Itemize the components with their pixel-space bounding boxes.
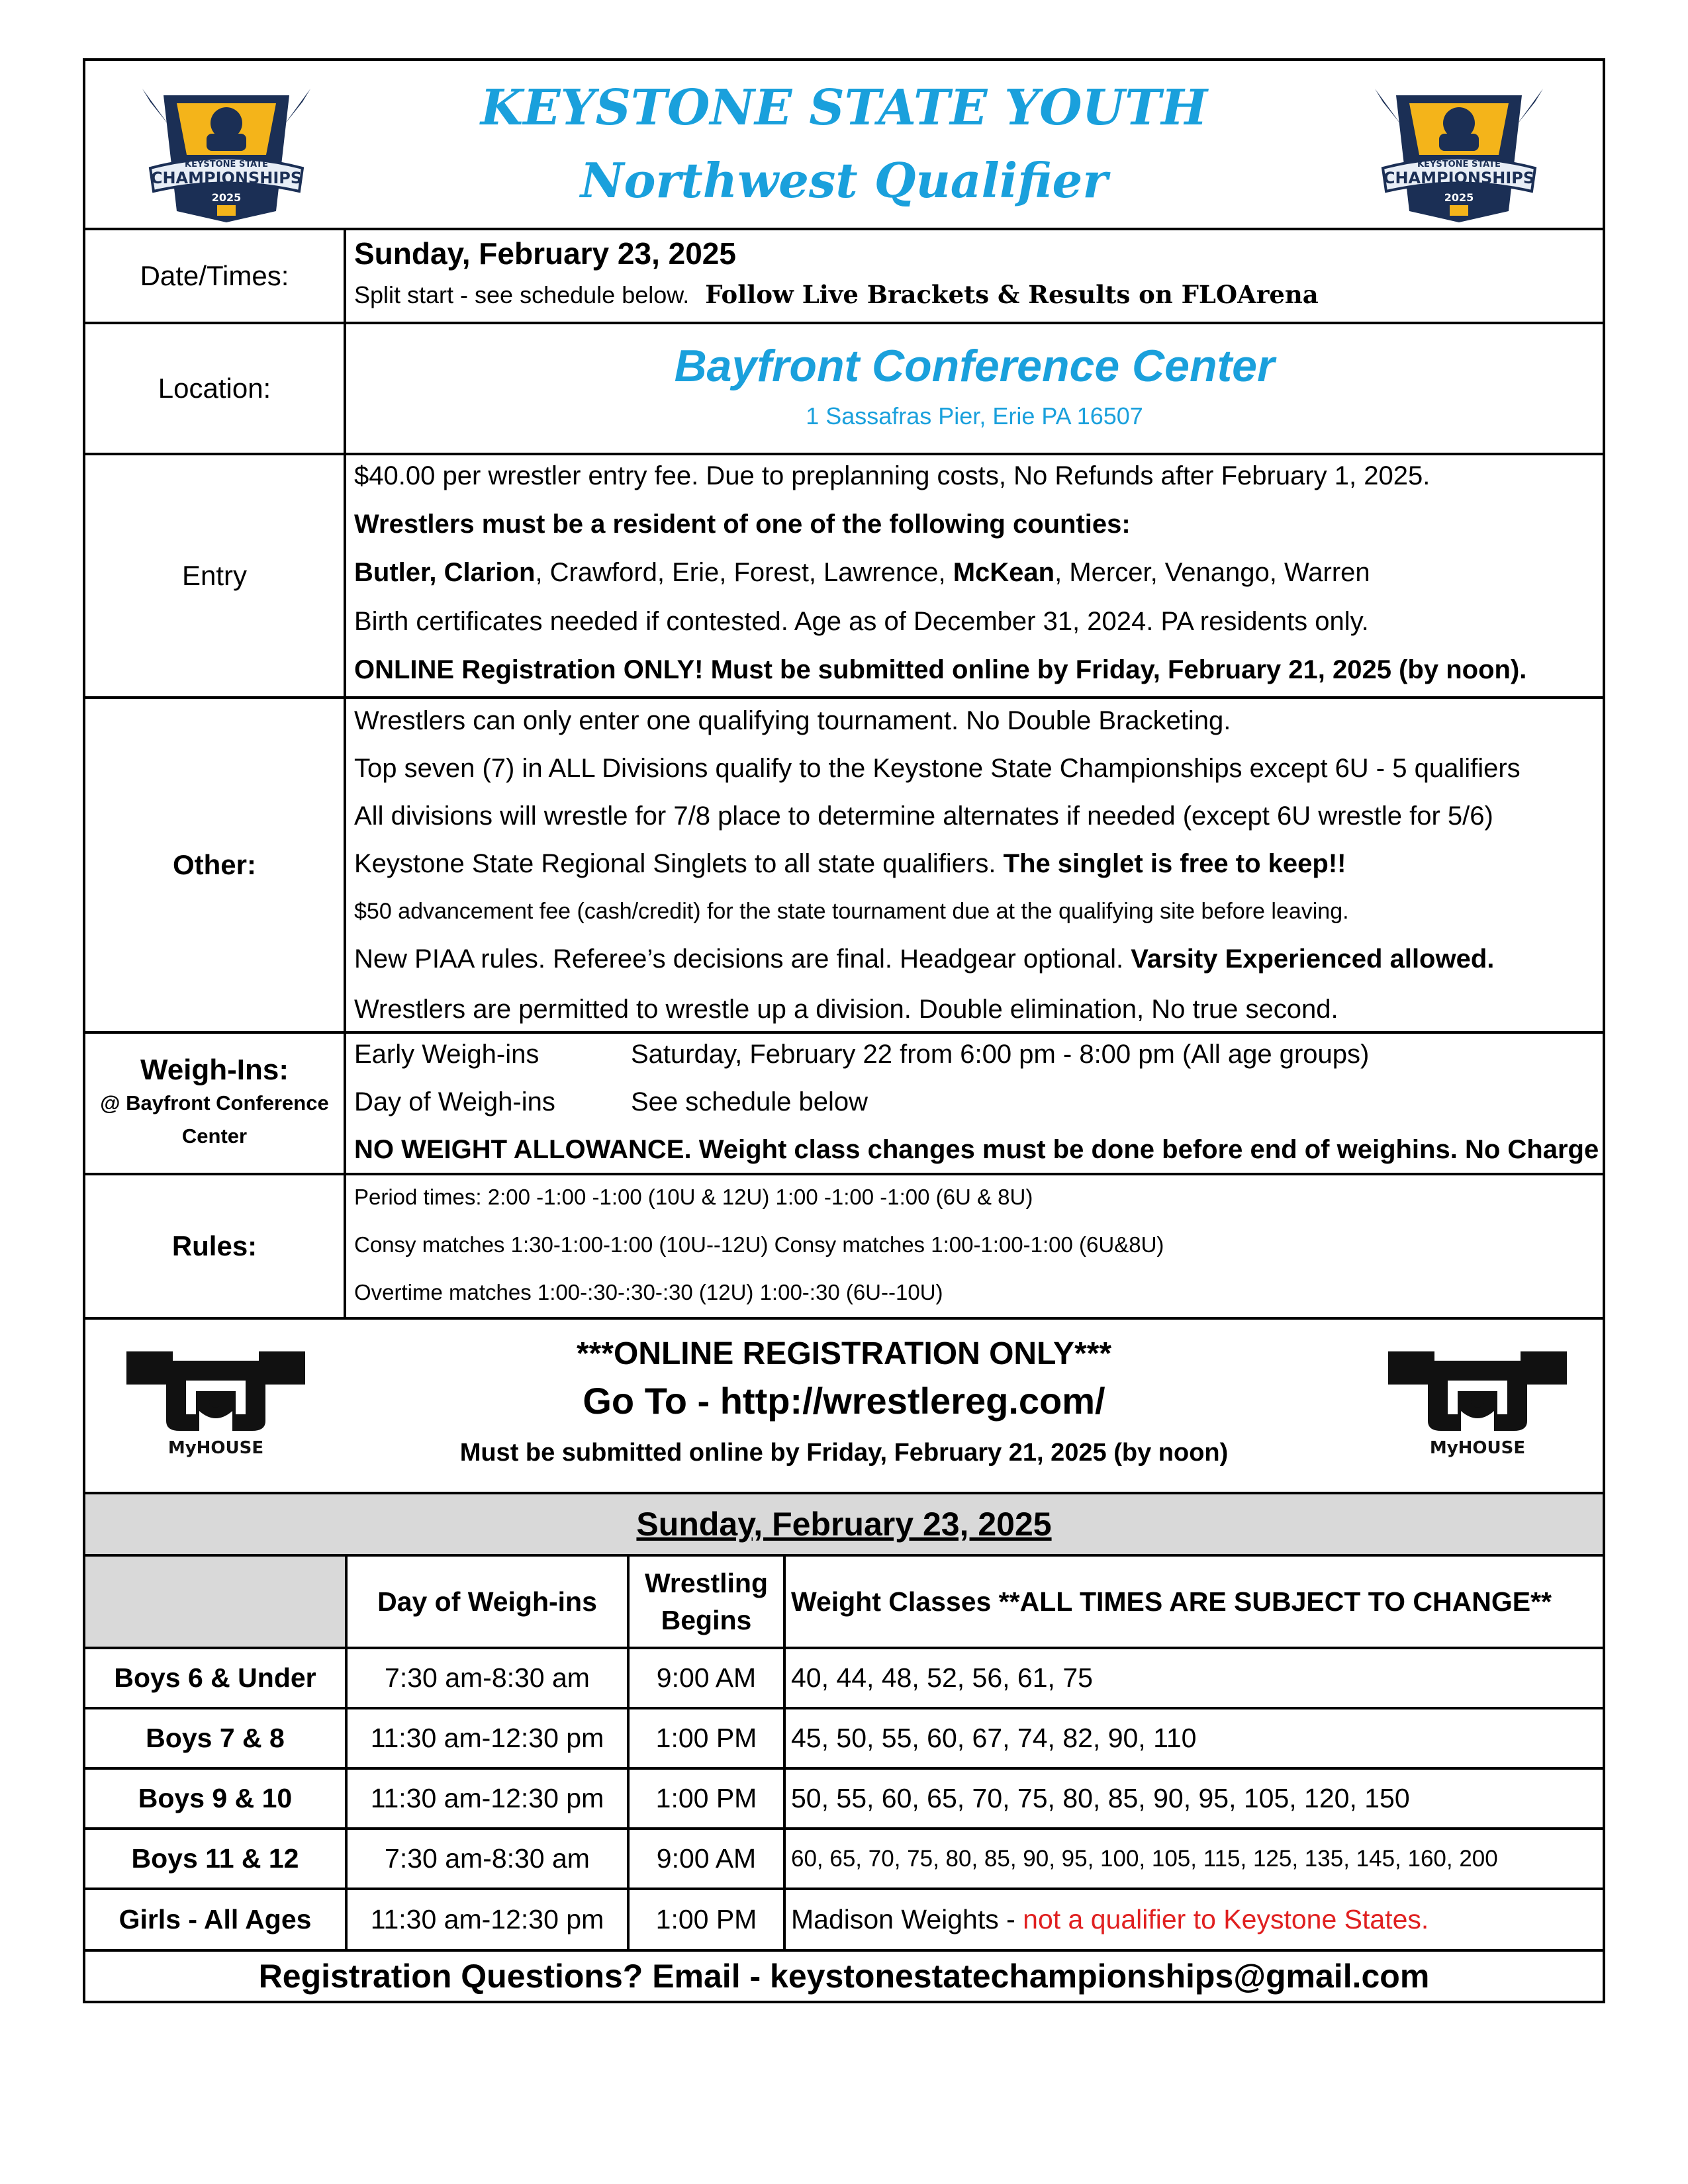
rules-label: Rules: bbox=[171, 1230, 258, 1261]
table-row bbox=[85, 1648, 1603, 1708]
weighins-cell: 11:30 am-12:30 pm bbox=[346, 1889, 628, 1949]
weighins-content bbox=[346, 1034, 1603, 1173]
location-row bbox=[85, 324, 1603, 455]
other-label-cell bbox=[85, 699, 346, 1031]
schedule-table-wrap bbox=[85, 1557, 1603, 1952]
logo-line-3: 2025 bbox=[1444, 191, 1474, 204]
division-cell: Boys 9 & 10 bbox=[85, 1768, 346, 1829]
weighins-label: Weigh-Ins: bbox=[140, 1054, 289, 1086]
rules-label-cell bbox=[85, 1175, 346, 1317]
classes-cell: 45, 50, 55, 60, 67, 74, 82, 90, 110 bbox=[784, 1708, 1603, 1768]
schedule-heading: Sunday, February 23, 2025 bbox=[85, 1494, 1603, 1557]
footer-contact bbox=[85, 1952, 1603, 2001]
event-date: Sunday, February 23, 2025 bbox=[354, 236, 736, 271]
early-weighins-value: Saturday, February 22 from 6:00 pm - 8:00 pm (All age groups) bbox=[631, 1040, 1370, 1069]
day-weighins-label: Day of Weigh-ins bbox=[354, 1087, 555, 1116]
division-cell: Boys 7 & 8 bbox=[85, 1708, 346, 1768]
division-cell: Boys 11 & 12 bbox=[85, 1829, 346, 1889]
date-label-cell bbox=[85, 230, 346, 322]
col-begins-header: Wrestling Begins bbox=[628, 1557, 784, 1648]
entry-content bbox=[346, 455, 1603, 696]
logo-line-2: CHAMPIONSHIPS bbox=[1383, 169, 1535, 187]
flyer-frame bbox=[83, 58, 1605, 2003]
division-cell: Girls - All Ages bbox=[85, 1889, 346, 1949]
header bbox=[85, 61, 1603, 230]
venue-address: 1 Sassafras Pier, Erie PA 16507 bbox=[806, 402, 1143, 430]
other-content bbox=[346, 699, 1603, 1031]
table-row bbox=[85, 1889, 1603, 1949]
schedule-header-row bbox=[85, 1557, 1603, 1648]
header-blank-cell bbox=[85, 1557, 346, 1648]
weighins-cell: 7:30 am-8:30 am bbox=[346, 1829, 628, 1889]
venue-name: Bayfront Conference Center bbox=[674, 341, 1275, 391]
location-content bbox=[346, 324, 1603, 453]
contact-email[interactable]: Registration Questions? Email - keystonestatechampionships@gmail.com bbox=[258, 1958, 1430, 1995]
entry-row bbox=[85, 455, 1603, 699]
entry-label-cell bbox=[85, 455, 346, 696]
logo-line-2: CHAMPIONSHIPS bbox=[150, 169, 303, 187]
registration-url[interactable]: Go To - http://wrestlereg.com/ bbox=[583, 1380, 1105, 1422]
myhouse-label: MyHOUSE bbox=[1429, 1438, 1526, 1457]
date-row bbox=[85, 230, 1603, 324]
date-label: Date/Times: bbox=[140, 260, 289, 291]
online-only-banner: ***ONLINE REGISTRATION ONLY*** bbox=[576, 1336, 1112, 1371]
entry-residency-line: Wrestlers must be a resident of one of the following counties: bbox=[354, 510, 1131, 539]
other-line-4: Keystone State Regional Singlets to all state qualifiers. The singlet is free to keep!! bbox=[354, 849, 1346, 878]
begins-cell: 1:00 PM bbox=[628, 1768, 784, 1829]
rules-content bbox=[346, 1175, 1603, 1317]
floarena-note: Follow Live Brackets & Results on FLOArena bbox=[705, 280, 1319, 309]
division-cell: Boys 6 & Under bbox=[85, 1648, 346, 1708]
schedule-table bbox=[85, 1557, 1603, 1949]
rules-consy-matches: Consy matches 1:30-1:00-1:00 (10U--12U) Consy matches 1:00-1:00-1:00 (6U&8U) bbox=[354, 1232, 1164, 1257]
table-row bbox=[85, 1768, 1603, 1829]
classes-cell: 60, 65, 70, 75, 80, 85, 90, 95, 100, 105, 115, 125, 135, 145, 160, 200 bbox=[784, 1829, 1603, 1889]
location-label-cell bbox=[85, 324, 346, 453]
logo-line-1: KEYSTONE STATE bbox=[1417, 159, 1501, 169]
non-qualifier-note: not a qualifier to Keystone States. bbox=[1023, 1904, 1429, 1934]
classes-cell: 50, 55, 60, 65, 70, 75, 80, 85, 90, 95, 105, 120, 150 bbox=[784, 1768, 1603, 1829]
weight-allowance-line: NO WEIGHT ALLOWANCE. Weight class changes must be done before end of weighins. No Charge bbox=[354, 1135, 1599, 1164]
other-line-5: $50 advancement fee (cash/credit) for the state tournament due at the qualifying site before leaving. bbox=[354, 899, 1349, 924]
championships-logo-right bbox=[1370, 75, 1548, 228]
weighins-sublabel-2: Center bbox=[181, 1124, 248, 1148]
entry-fee-line: $40.00 per wrestler entry fee. Due to preplanning costs, No Refunds after February 1, 2025. bbox=[354, 461, 1430, 490]
date-content bbox=[346, 230, 1603, 322]
split-start-note: Split start - see schedule below. bbox=[354, 281, 690, 308]
other-line-2: Top seven (7) in ALL Divisions qualify to the Keystone State Championships except 6U - 5 qualifiers bbox=[354, 754, 1521, 783]
entry-counties-line: Butler, Clarion, Crawford, Erie, Forest, Lawrence, McKean, Mercer, Venango, Warren bbox=[354, 558, 1370, 587]
early-weighins-label: Early Weigh-ins bbox=[354, 1040, 539, 1069]
other-label: Other: bbox=[173, 849, 256, 880]
classes-cell: Madison Weights - not a qualifier to Keystone States. bbox=[784, 1889, 1603, 1949]
logo-line-3: 2025 bbox=[211, 191, 242, 204]
other-line-7: Wrestlers are permitted to wrestle up a division. Double elimination, No true second. bbox=[354, 995, 1338, 1024]
other-row bbox=[85, 699, 1603, 1034]
table-row bbox=[85, 1708, 1603, 1768]
rules-row bbox=[85, 1175, 1603, 1320]
registration-deadline: Must be submitted online by Friday, February 21, 2025 (by noon) bbox=[459, 1439, 1229, 1467]
rules-period-times: Period times: 2:00 -1:00 -1:00 (10U & 12U) 1:00 -1:00 -1:00 (6U & 8U) bbox=[354, 1185, 1033, 1209]
other-line-3: All divisions will wrestle for 7/8 place to determine alternates if needed (except 6U wrestle for 5/6) bbox=[354, 801, 1493, 831]
begins-cell: 1:00 PM bbox=[628, 1708, 784, 1768]
col-weighins-header: Day of Weigh-ins bbox=[346, 1557, 628, 1648]
rules-overtime-matches: Overtime matches 1:00-:30-:30-:30 (12U) 1:00-:30 (6U--10U) bbox=[354, 1280, 943, 1304]
other-line-1: Wrestlers can only enter one qualifying tournament. No Double Bracketing. bbox=[354, 706, 1231, 735]
weighins-cell: 7:30 am-8:30 am bbox=[346, 1648, 628, 1708]
begins-cell: 9:00 AM bbox=[628, 1829, 784, 1889]
weighins-row bbox=[85, 1034, 1603, 1175]
location-label: Location: bbox=[158, 373, 271, 404]
weighins-sublabel-1: @ Bayfront Conference bbox=[100, 1091, 329, 1115]
logo-line-1: KEYSTONE STATE bbox=[185, 159, 268, 169]
col-classes-header: Weight Classes **ALL TIMES ARE SUBJECT TO CHANGE** bbox=[784, 1557, 1603, 1648]
weighins-label-cell bbox=[85, 1034, 346, 1173]
other-line-6: New PIAA rules. Referee’s decisions are final. Headgear optional. Varsity Experienced allowed. bbox=[354, 944, 1495, 974]
begins-cell: 1:00 PM bbox=[628, 1889, 784, 1949]
date-note-line bbox=[354, 278, 1319, 312]
begins-cell: 9:00 AM bbox=[628, 1648, 784, 1708]
day-weighins-value: See schedule below bbox=[631, 1087, 868, 1116]
table-row bbox=[85, 1829, 1603, 1889]
classes-cell: 40, 44, 48, 52, 56, 61, 75 bbox=[784, 1648, 1603, 1708]
entry-label: Entry bbox=[181, 560, 248, 591]
weighins-cell: 11:30 am-12:30 pm bbox=[346, 1768, 628, 1829]
entry-online-line: ONLINE Registration ONLY! Must be submitted online by Friday, February 21, 2025 (by noon). bbox=[354, 655, 1527, 684]
myhouse-label: MyHOUSE bbox=[167, 1438, 264, 1457]
registration-row bbox=[85, 1320, 1603, 1494]
title-line-1: KEYSTONE STATE YOUTH bbox=[480, 79, 1208, 136]
title-line-2: Northwest Qualifier bbox=[580, 152, 1108, 208]
weighins-cell: 11:30 am-12:30 pm bbox=[346, 1708, 628, 1768]
entry-birth-cert-line: Birth certificates needed if contested. Age as of December 31, 2024. PA residents only. bbox=[354, 607, 1369, 636]
myhouse-logo-right bbox=[1388, 1351, 1567, 1461]
